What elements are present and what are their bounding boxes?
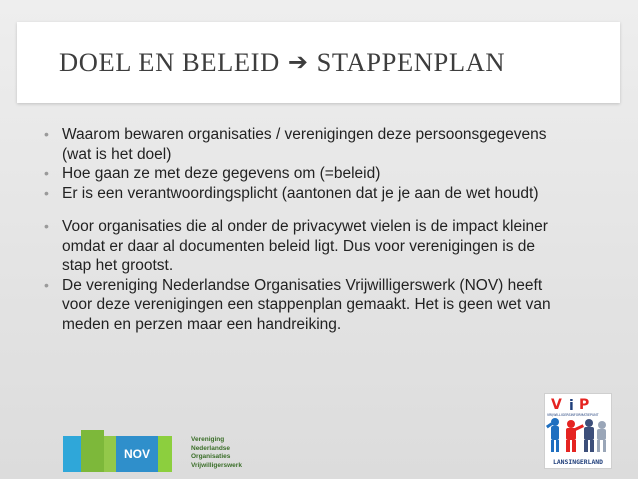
bullet-line: (wat is het doel) <box>62 145 172 163</box>
nov-word: Vrijwilligerswerk <box>191 461 242 469</box>
vip-figures-icon <box>545 394 611 458</box>
nov-stripe <box>81 430 104 472</box>
nov-word: Nederlandse <box>191 444 231 452</box>
bullet-item <box>40 125 612 164</box>
nov-logo <box>63 424 263 474</box>
bullet-item <box>40 184 612 204</box>
nov-word: Organisaties <box>191 453 231 461</box>
bullet-dot-icon: • <box>44 184 49 201</box>
bullet-line: Voor organisaties die al onder de privacywet vielen is de impact kleiner <box>62 218 548 235</box>
nov-wordmark <box>191 436 242 470</box>
bullet-gap <box>40 203 612 217</box>
vip-letter: i <box>569 398 574 414</box>
arrow-right-icon: ➔ <box>287 48 309 76</box>
title-left: DOEL EN BELEID <box>59 47 280 77</box>
bullet-line: omdat er daar al documenten beleid ligt. Dus voor verenigingen is de <box>62 237 536 255</box>
bullet-line: meden en perzen maar een handreiking. <box>62 315 342 333</box>
bullet-dot-icon: • <box>44 165 49 181</box>
vip-letter: P <box>579 397 590 413</box>
bullet-item <box>40 276 612 335</box>
bullet-item <box>40 217 612 276</box>
vip-letter: V <box>551 397 562 413</box>
vip-lansingerland-logo <box>544 393 612 469</box>
nov-badge: NOV <box>116 436 158 472</box>
title-box <box>17 22 620 103</box>
nov-word: Vereniging <box>191 436 225 443</box>
vip-subline: VRIJWILLIGERSINFORMATIEPUNT <box>547 413 599 417</box>
bullet-item <box>40 164 612 184</box>
title-right: STAPPENPLAN <box>316 47 506 77</box>
bullet-line: stap het grootst. <box>62 257 174 274</box>
bullet-line: Er is een verantwoordingsplicht (aantonen dat je je aan de wet houdt) <box>62 184 539 202</box>
vip-caption: LANSINGERLAND <box>552 458 604 466</box>
nov-stripe <box>158 436 172 472</box>
bullet-line: Waarom bewaren organisaties / verenigingen deze persoonsgegevens <box>62 126 547 143</box>
bullet-dot-icon: • <box>44 218 49 234</box>
bullet-list <box>40 125 612 334</box>
bullet-dot-icon: • <box>44 126 49 142</box>
nov-stripe <box>104 436 116 472</box>
bullet-line: voor deze verenigingen een stappenplan gemaakt. Het is geen wet van <box>62 296 551 313</box>
nov-stripe <box>63 436 81 472</box>
slide-title <box>59 47 505 78</box>
bullet-line: Hoe gaan ze met deze gegevens om (=beleid) <box>62 165 381 182</box>
bullet-line: De vereniging Nederlandse Organisaties Vrijwilligerswerk (NOV) heeft <box>62 276 543 294</box>
bullet-dot-icon: • <box>44 276 49 293</box>
